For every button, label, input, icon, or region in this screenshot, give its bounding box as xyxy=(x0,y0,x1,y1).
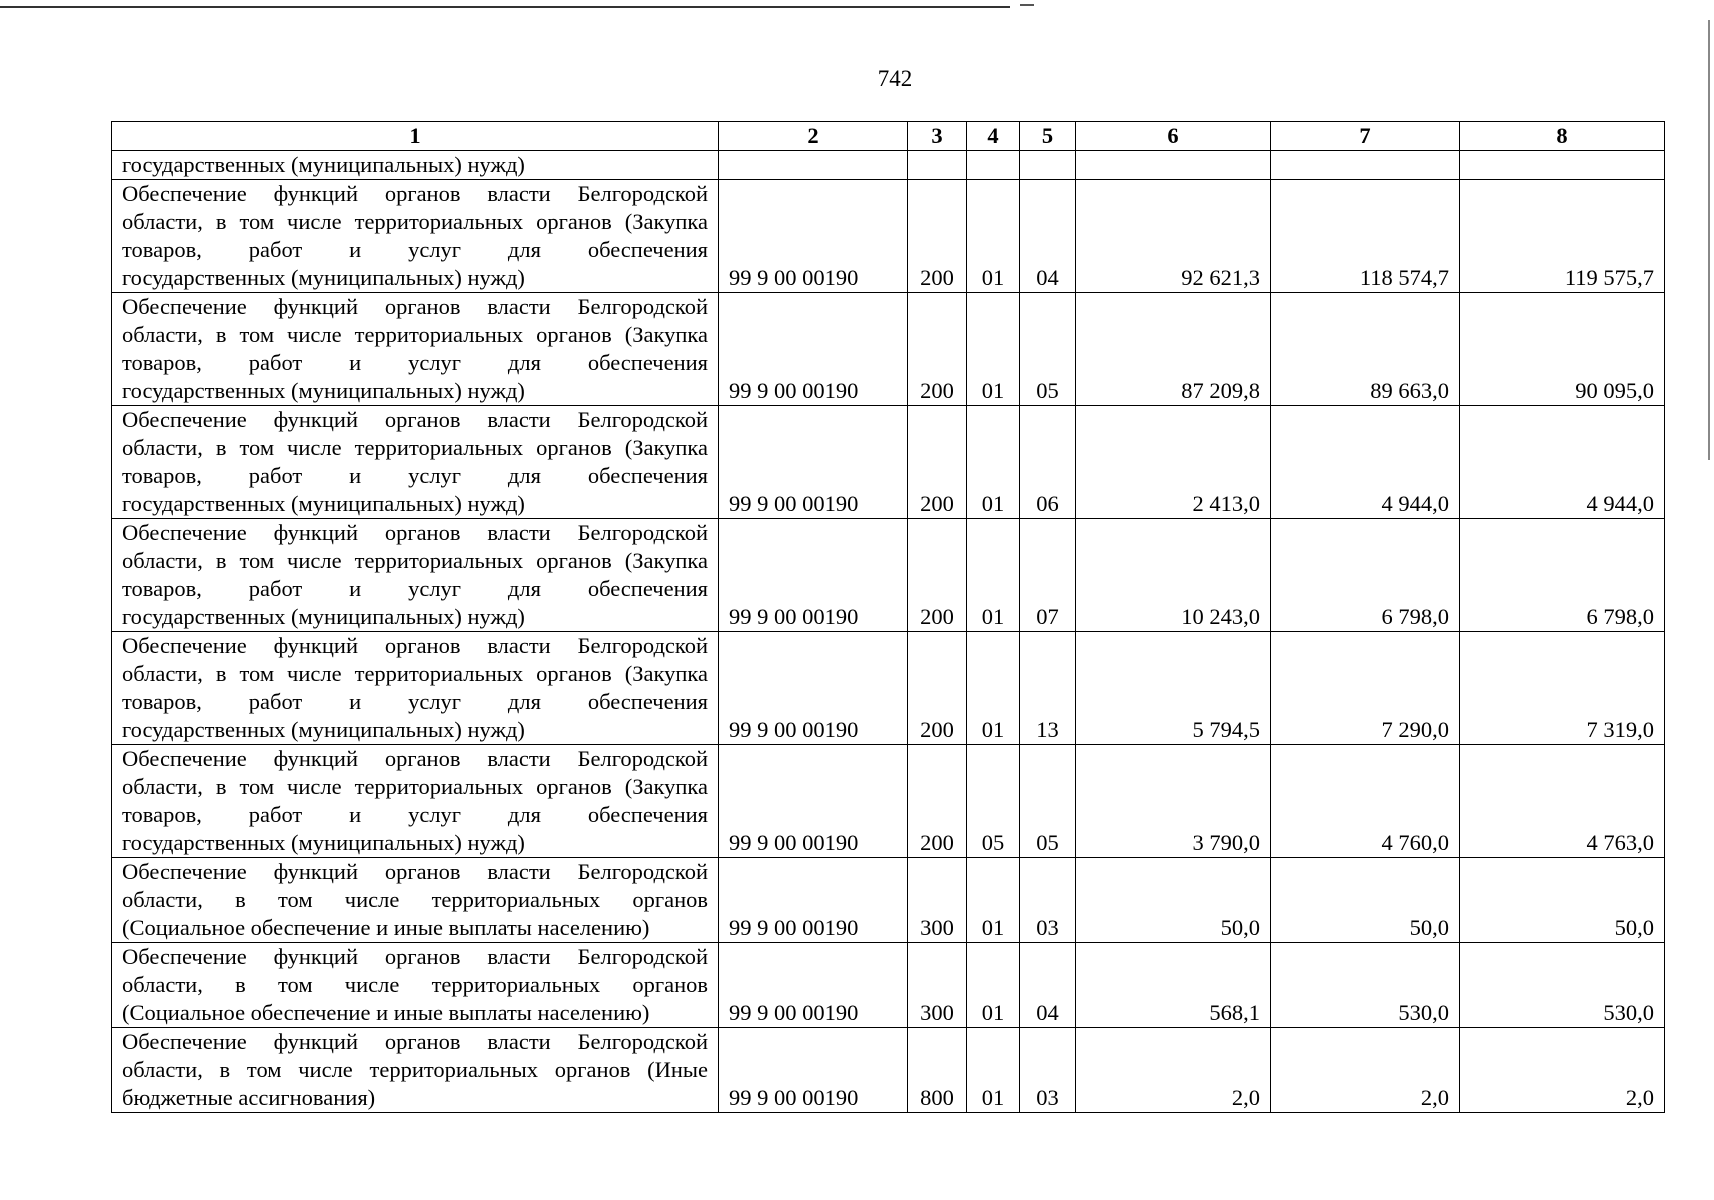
subsection-code: 03 xyxy=(1020,858,1076,943)
subsection-code: 06 xyxy=(1020,406,1076,519)
description-line: государственных (муниципальных) нужд) xyxy=(122,830,525,855)
description-line: Обеспечение функций органов власти Белгородской xyxy=(122,181,708,206)
table-row xyxy=(112,943,1665,1028)
amount-col-8: 6 798,0 xyxy=(1460,519,1665,632)
target-article-code: 99 9 00 00190 xyxy=(719,745,908,858)
continuation-row xyxy=(112,151,1665,180)
header-col-3: 3 xyxy=(908,122,967,151)
section-code: 01 xyxy=(967,858,1020,943)
section-code: 01 xyxy=(967,293,1020,406)
expense-type-code: 300 xyxy=(908,943,967,1028)
description-line: области, в том числе территориальных органов (Иные xyxy=(122,1057,708,1082)
section-code: 01 xyxy=(967,406,1020,519)
description-line: товаров, работ и услуг для обеспечения xyxy=(122,237,708,262)
table-row xyxy=(112,180,1665,293)
target-article-code: 99 9 00 00190 xyxy=(719,293,908,406)
top-rule-fragment xyxy=(1020,4,1034,6)
section-code: 01 xyxy=(967,519,1020,632)
expense-type-code: 200 xyxy=(908,632,967,745)
top-rule xyxy=(0,6,1010,8)
description-line: государственных (муниципальных) нужд) xyxy=(122,265,525,290)
expense-type-code: 200 xyxy=(908,180,967,293)
description-line: Обеспечение функций органов власти Белгородской xyxy=(122,407,708,432)
cell-empty xyxy=(1460,151,1665,180)
amount-col-7: 4 760,0 xyxy=(1271,745,1460,858)
description-line: товаров, работ и услуг для обеспечения xyxy=(122,802,708,827)
cell-empty xyxy=(908,151,967,180)
description-line: государственных (муниципальных) нужд) xyxy=(122,378,525,403)
description-line: области, в том числе территориальных органов (Закупка xyxy=(122,774,708,799)
target-article-code: 99 9 00 00190 xyxy=(719,180,908,293)
description-line: Обеспечение функций органов власти Белгородской xyxy=(122,944,708,969)
section-code: 01 xyxy=(967,943,1020,1028)
row-description xyxy=(112,632,719,745)
description-line: области, в том числе территориальных органов (Закупка xyxy=(122,661,708,686)
amount-col-8: 4 763,0 xyxy=(1460,745,1665,858)
subsection-code: 04 xyxy=(1020,180,1076,293)
amount-col-7: 4 944,0 xyxy=(1271,406,1460,519)
page-number: 742 xyxy=(877,66,913,91)
description-line: товаров, работ и услуг для обеспечения xyxy=(122,350,708,375)
amount-col-6: 568,1 xyxy=(1076,943,1271,1028)
cell-empty xyxy=(967,151,1020,180)
table-row xyxy=(112,745,1665,858)
header-col-7: 7 xyxy=(1271,122,1460,151)
subsection-code: 05 xyxy=(1020,293,1076,406)
amount-col-7: 6 798,0 xyxy=(1271,519,1460,632)
amount-col-7: 7 290,0 xyxy=(1271,632,1460,745)
amount-col-8: 119 575,7 xyxy=(1460,180,1665,293)
amount-col-8: 50,0 xyxy=(1460,858,1665,943)
description-line: бюджетные ассигнования) xyxy=(122,1085,376,1110)
target-article-code: 99 9 00 00190 xyxy=(719,858,908,943)
cell-empty xyxy=(719,151,908,180)
amount-col-7: 89 663,0 xyxy=(1271,293,1460,406)
subsection-code: 05 xyxy=(1020,745,1076,858)
header-col-1: 1 xyxy=(112,122,719,151)
amount-col-7: 118 574,7 xyxy=(1271,180,1460,293)
description-line: Обеспечение функций органов власти Белгородской xyxy=(122,294,708,319)
amount-col-8: 4 944,0 xyxy=(1460,406,1665,519)
row-description xyxy=(112,943,719,1028)
table-row xyxy=(112,632,1665,745)
section-code: 01 xyxy=(967,632,1020,745)
description-line: области, в том числе территориальных органов xyxy=(122,972,708,997)
row-description xyxy=(112,293,719,406)
amount-col-6: 2,0 xyxy=(1076,1028,1271,1113)
amount-col-8: 7 319,0 xyxy=(1460,632,1665,745)
header-col-5: 5 xyxy=(1020,122,1076,151)
description-line: Обеспечение функций органов власти Белгородской xyxy=(122,859,708,884)
description-line: государственных (муниципальных) нужд) xyxy=(122,717,525,742)
description-line: Обеспечение функций органов власти Белгородской xyxy=(122,1029,708,1054)
row-description xyxy=(112,180,719,293)
expense-type-code: 200 xyxy=(908,293,967,406)
subsection-code: 13 xyxy=(1020,632,1076,745)
row-description xyxy=(112,1028,719,1113)
table-row xyxy=(112,1028,1665,1113)
target-article-code: 99 9 00 00190 xyxy=(719,406,908,519)
description-line: товаров, работ и услуг для обеспечения xyxy=(122,689,708,714)
amount-col-7: 50,0 xyxy=(1271,858,1460,943)
target-article-code: 99 9 00 00190 xyxy=(719,1028,908,1113)
description-line: товаров, работ и услуг для обеспечения xyxy=(122,576,708,601)
row-description xyxy=(112,858,719,943)
row-description: государственных (муниципальных) нужд) xyxy=(112,151,719,180)
amount-col-6: 87 209,8 xyxy=(1076,293,1271,406)
subsection-code: 04 xyxy=(1020,943,1076,1028)
table-row xyxy=(112,519,1665,632)
target-article-code: 99 9 00 00190 xyxy=(719,943,908,1028)
description-line: области, в том числе территориальных органов (Закупка xyxy=(122,209,708,234)
amount-col-7: 530,0 xyxy=(1271,943,1460,1028)
table-row xyxy=(112,858,1665,943)
amount-col-6: 92 621,3 xyxy=(1076,180,1271,293)
row-description xyxy=(112,519,719,632)
table-row xyxy=(112,406,1665,519)
cell-empty xyxy=(1271,151,1460,180)
expense-type-code: 200 xyxy=(908,519,967,632)
target-article-code: 99 9 00 00190 xyxy=(719,632,908,745)
header-col-4: 4 xyxy=(967,122,1020,151)
description-line: области, в том числе территориальных органов (Закупка xyxy=(122,322,708,347)
cell-empty xyxy=(1020,151,1076,180)
expense-type-code: 200 xyxy=(908,745,967,858)
section-code: 05 xyxy=(967,745,1020,858)
target-article-code: 99 9 00 00190 xyxy=(719,519,908,632)
description-line: Обеспечение функций органов власти Белгородской xyxy=(122,520,708,545)
description-line: государственных (муниципальных) нужд) xyxy=(122,491,525,516)
description-line: государственных (муниципальных) нужд) xyxy=(122,604,525,629)
header-row xyxy=(112,122,1665,151)
section-code: 01 xyxy=(967,180,1020,293)
amount-col-8: 2,0 xyxy=(1460,1028,1665,1113)
expense-type-code: 800 xyxy=(908,1028,967,1113)
row-description xyxy=(112,406,719,519)
budget-table xyxy=(111,121,1665,1113)
amount-col-7: 2,0 xyxy=(1271,1028,1460,1113)
expense-type-code: 300 xyxy=(908,858,967,943)
description-line: области, в том числе территориальных органов xyxy=(122,887,708,912)
description-line: (Социальное обеспечение и иные выплаты населению) xyxy=(122,915,650,940)
amount-col-6: 2 413,0 xyxy=(1076,406,1271,519)
description-line: Обеспечение функций органов власти Белгородской xyxy=(122,633,708,658)
amount-col-8: 530,0 xyxy=(1460,943,1665,1028)
amount-col-6: 10 243,0 xyxy=(1076,519,1271,632)
header-col-8: 8 xyxy=(1460,122,1665,151)
section-code: 01 xyxy=(967,1028,1020,1113)
header-col-2: 2 xyxy=(719,122,908,151)
subsection-code: 07 xyxy=(1020,519,1076,632)
description-line: области, в том числе территориальных органов (Закупка xyxy=(122,435,708,460)
expense-type-code: 200 xyxy=(908,406,967,519)
amount-col-8: 90 095,0 xyxy=(1460,293,1665,406)
subsection-code: 03 xyxy=(1020,1028,1076,1113)
cell-empty xyxy=(1076,151,1271,180)
description-line: товаров, работ и услуг для обеспечения xyxy=(122,463,708,488)
amount-col-6: 50,0 xyxy=(1076,858,1271,943)
description-line: Обеспечение функций органов власти Белгородской xyxy=(122,746,708,771)
description-line: области, в том числе территориальных органов (Закупка xyxy=(122,548,708,573)
amount-col-6: 5 794,5 xyxy=(1076,632,1271,745)
description-line: (Социальное обеспечение и иные выплаты населению) xyxy=(122,1000,650,1025)
header-col-6: 6 xyxy=(1076,122,1271,151)
row-description xyxy=(112,745,719,858)
table-row xyxy=(112,293,1665,406)
amount-col-6: 3 790,0 xyxy=(1076,745,1271,858)
